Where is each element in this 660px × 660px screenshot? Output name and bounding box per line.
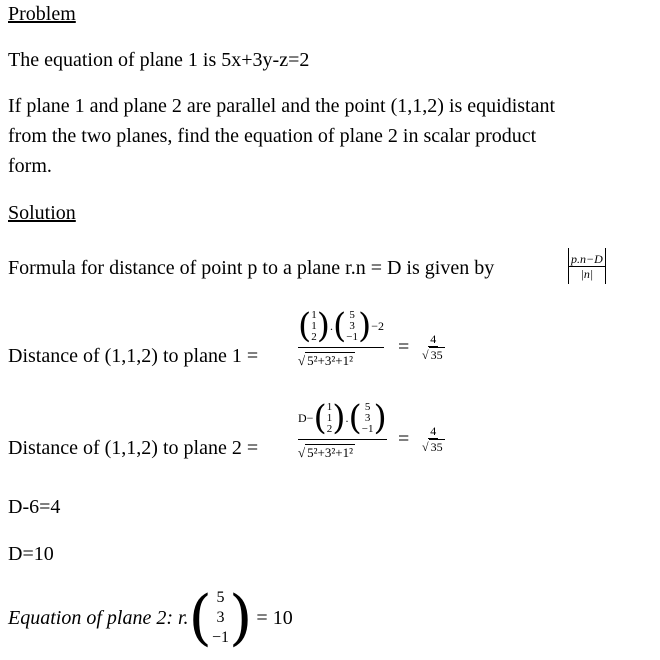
d-minus: D− xyxy=(298,410,314,425)
formula-line xyxy=(8,254,494,282)
problem-heading: Problem xyxy=(8,3,76,25)
problem-line-1: The equation of plane 1 is 5x+3y-z=2 xyxy=(8,49,310,71)
step-1: D-6=4 xyxy=(8,496,61,518)
denominator-2: √ 5²+3²+1² xyxy=(298,445,353,460)
formula-denominator: |n| xyxy=(580,266,594,281)
formula-text: Formula for distance of point p to a plane r.n = D is given by xyxy=(8,257,495,279)
final-equation: Equation of plane 2: r. ( 5 3 −1 ) = 10 xyxy=(8,583,293,653)
result-fraction-2: 4 √ 35 xyxy=(422,424,443,454)
point-vector-2: 1 1 2 xyxy=(326,400,333,435)
problem-line-2a: If plane 1 and plane 2 are parallel and the point (1,1,2) is equidistant xyxy=(8,95,556,117)
normal-vector-1: 5 3 −1 xyxy=(346,308,359,343)
final-rhs: = 10 xyxy=(256,606,293,629)
problem-line-2b: from the two planes, find the equation of plane 2 in scalar product xyxy=(8,125,537,147)
point-vector-1: 1 1 2 xyxy=(311,308,317,343)
denominator-1: √ 5²+3²+1² xyxy=(298,353,353,368)
formula-fraction xyxy=(568,248,606,284)
final-label: Equation of plane 2: r. xyxy=(8,606,189,629)
solution-heading: Solution xyxy=(8,202,76,224)
minus-two: −2 xyxy=(371,318,385,333)
step-2: D=10 xyxy=(8,543,54,565)
distance-2-label: Distance of (1,1,2) to plane 2 = xyxy=(8,437,259,459)
distance-1-expression: ( 1 1 2 ) . ( 5 3 −1 ) −2 √ 5²+3²+1² = 4 √ 35 xyxy=(298,306,468,380)
normal-vector-2: 5 3 −1 xyxy=(361,400,374,435)
final-normal-vector: 5 3 −1 xyxy=(211,589,229,646)
distance-2-expression: D− ( 1 1 2 ) . ( 5 3 −1 ) √ 5²+3²+1² = 4 √ 35 xyxy=(298,398,468,472)
problem-line-2c: form. xyxy=(8,155,52,177)
formula-numerator: p.n−D xyxy=(571,251,603,266)
result-fraction-1: 4 √ 35 xyxy=(422,332,443,362)
distance-1-label: Distance of (1,1,2) to plane 1 = xyxy=(8,345,259,367)
